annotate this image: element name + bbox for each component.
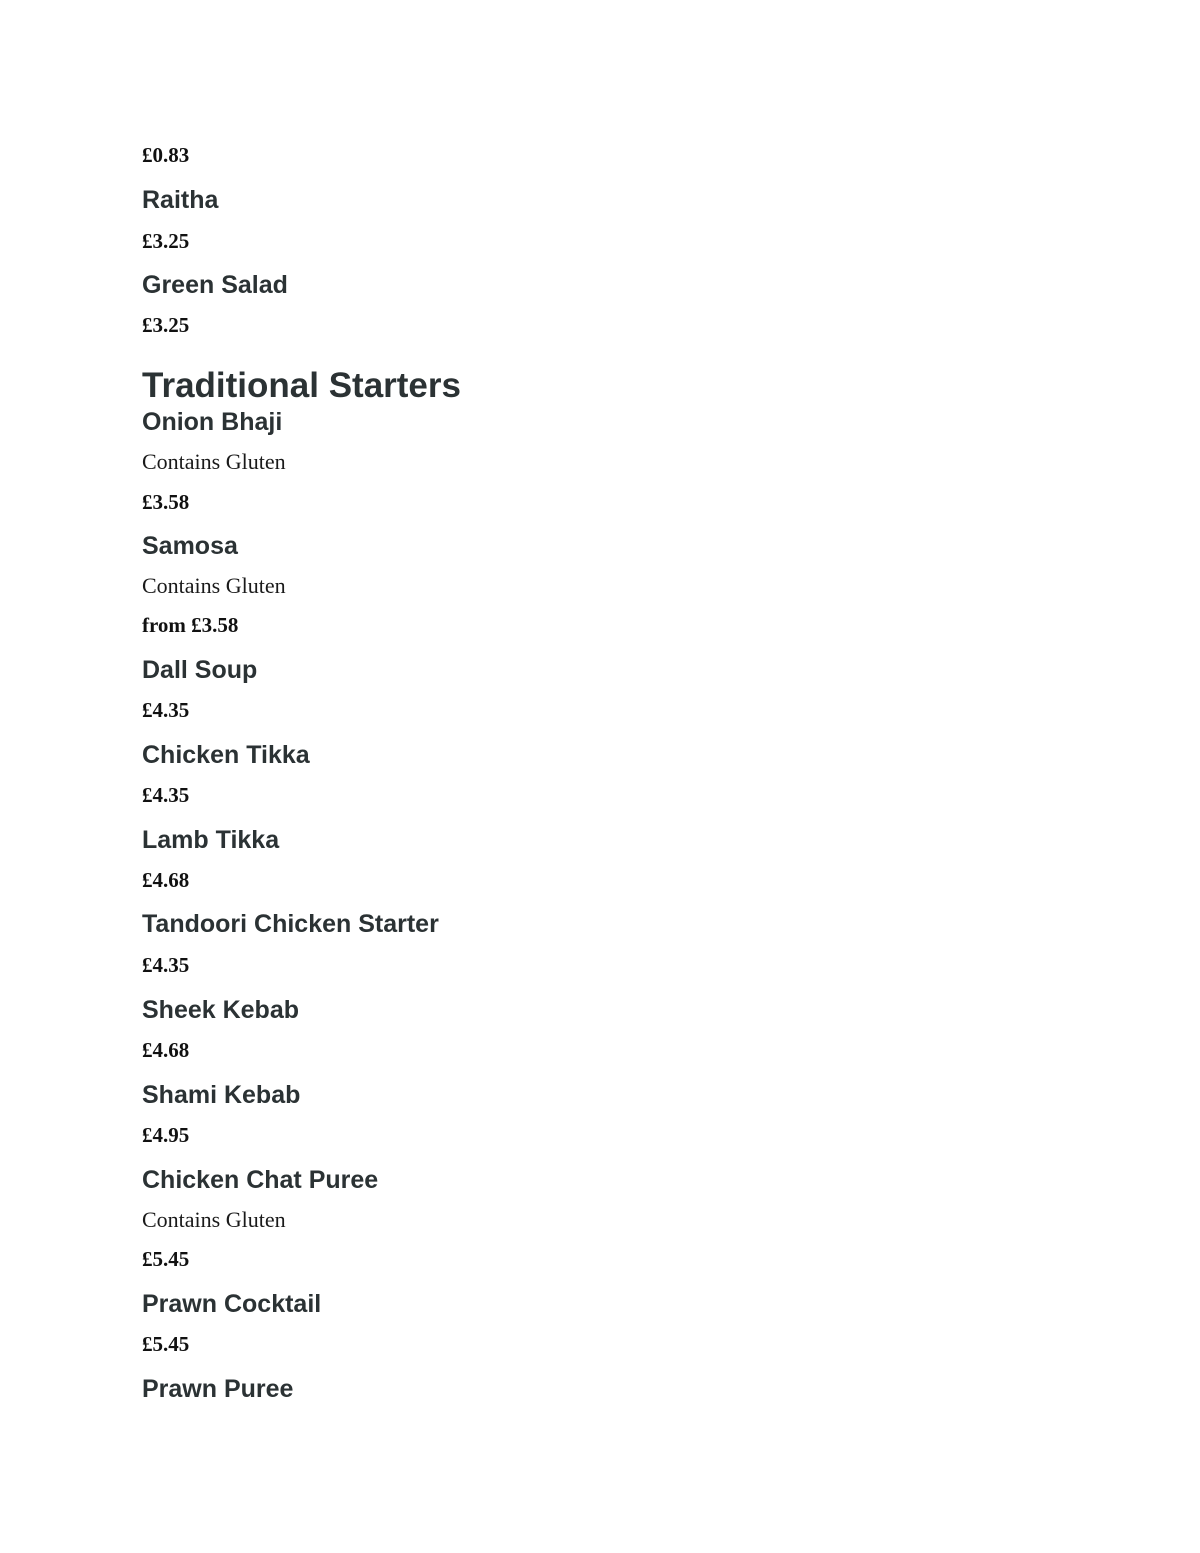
item-price: £3.25 — [142, 229, 190, 253]
item-price: £3.58 — [142, 490, 190, 514]
item-name-samosa: Samosa — [142, 532, 238, 560]
section-title: Traditional Starters — [142, 366, 461, 405]
item-name-chicken-tikka: Chicken Tikka — [142, 741, 310, 769]
item-name-raitha: Raitha — [142, 186, 219, 214]
item-price: £4.68 — [142, 1038, 190, 1062]
item-name-sheek-kebab: Sheek Kebab — [142, 996, 300, 1024]
item-price: £5.45 — [142, 1247, 190, 1271]
item-name-green-salad: Green Salad — [142, 271, 288, 299]
item-price: £4.35 — [142, 783, 190, 807]
item-price: £5.45 — [142, 1332, 190, 1356]
item-name-lamb-tikka: Lamb Tikka — [142, 826, 280, 854]
item-price: £4.68 — [142, 868, 190, 892]
item-price: £4.35 — [142, 698, 190, 722]
item-name-chicken-chat-puree: Chicken Chat Puree — [142, 1166, 379, 1194]
item-price: £3.25 — [142, 313, 190, 337]
item-name-onion-bhaji: Onion Bhaji — [142, 408, 283, 436]
item-price: £0.83 — [142, 143, 190, 167]
item-price: from £3.58 — [142, 613, 239, 637]
item-note: Contains Gluten — [142, 449, 286, 474]
item-name-tandoori-chicken-starter: Tandoori Chicken Starter — [142, 910, 439, 938]
item-name-dall-soup: Dall Soup — [142, 656, 258, 684]
item-name-prawn-cocktail: Prawn Cocktail — [142, 1290, 322, 1318]
item-note: Contains Gluten — [142, 573, 286, 598]
item-note: Contains Gluten — [142, 1207, 286, 1232]
item-price: £4.35 — [142, 953, 190, 977]
item-price: £4.95 — [142, 1123, 190, 1147]
item-name-prawn-puree: Prawn Puree — [142, 1375, 294, 1403]
item-name-shami-kebab: Shami Kebab — [142, 1081, 301, 1109]
